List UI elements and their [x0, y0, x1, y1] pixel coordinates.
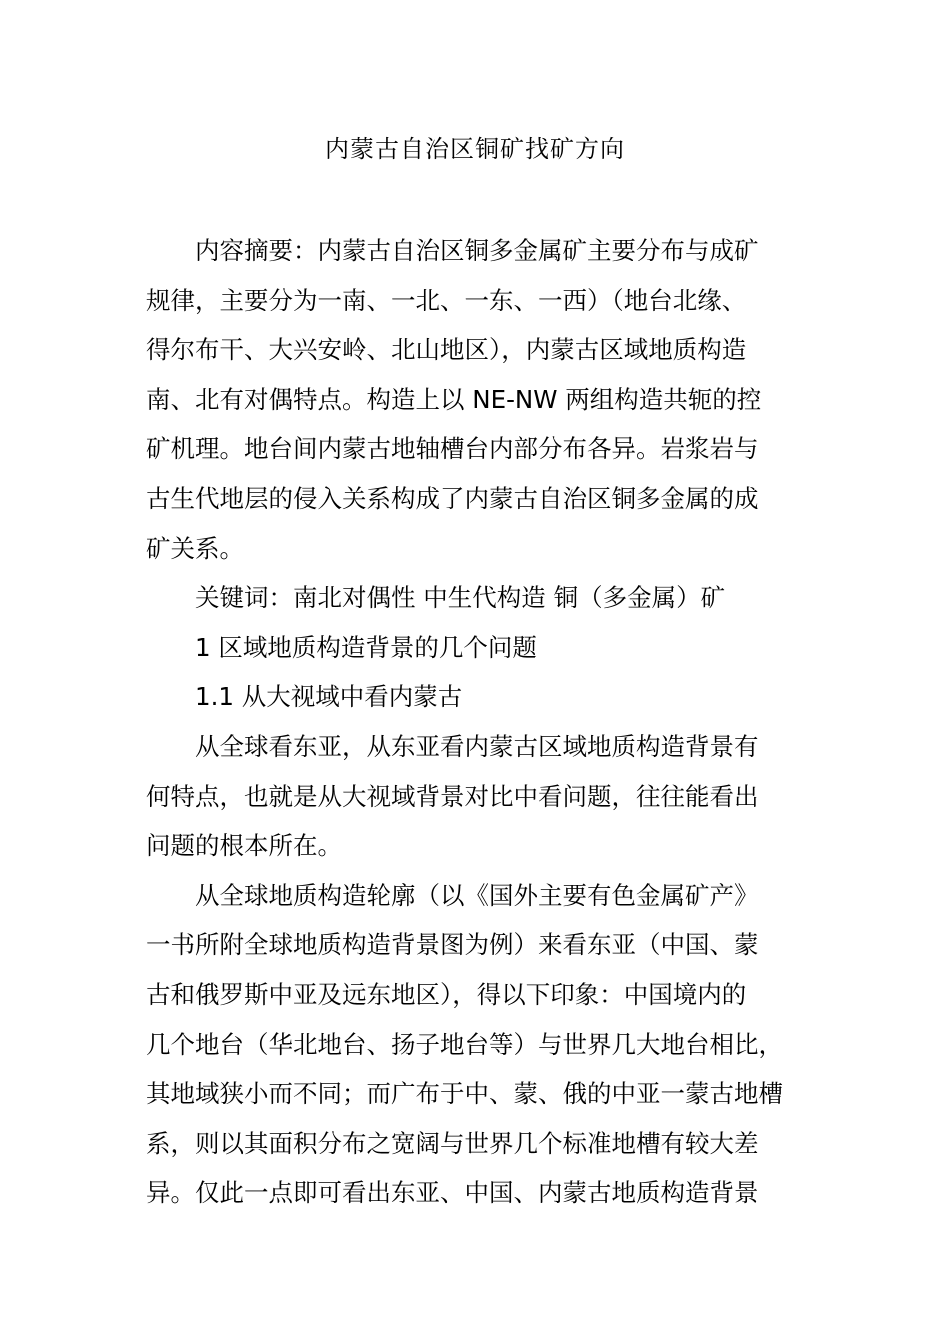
abstract-line-3: 得尔布干、大兴安岭、北山地区），内蒙古区域地质构造	[146, 335, 747, 365]
abstract-line-5: 矿机理。地台间内蒙古地轴槽台内部分布各异。岩浆岩与	[146, 434, 759, 464]
keywords-line: 关键词：南北对偶性 中生代构造 铜（多金属）矿	[146, 583, 726, 613]
abstract-line-7: 矿关系。	[146, 533, 244, 563]
document-title: 内蒙古自治区铜矿找矿方向	[325, 135, 625, 163]
paragraph-2-line-5: 其地域狭小而不同；而广布于中、蒙、俄的中亚一蒙古地槽	[146, 1079, 783, 1109]
section-heading: 1 区域地质构造背景的几个问题	[146, 632, 537, 662]
abstract-line-4: 南、北有对偶特点。构造上以 NE-NW 两组构造共轭的控	[146, 384, 762, 414]
document-body	[146, 226, 816, 1218]
subsection-heading: 1.1 从大视域中看内蒙古	[146, 682, 463, 712]
paragraph-2-line-4: 几个地台（华北地台、扬子地台等）与世界几大地台相比，	[146, 1029, 783, 1059]
paragraph-1-line-2: 何特点，也就是从大视域背景对比中看问题，往往能看出	[146, 781, 759, 811]
paragraph-2-line-2: 一书所附全球地质构造背景图为例）来看东亚（中国、蒙	[146, 930, 759, 960]
abstract-line-2: 规律，主要分为一南、一北、一东、一西）（地台北缘、	[146, 285, 747, 315]
abstract-line-6: 古生代地层的侵入关系构成了内蒙古自治区铜多金属的成	[146, 483, 759, 513]
paragraph-1-line-1: 从全球看东亚，从东亚看内蒙古区域地质构造背景有	[146, 731, 759, 761]
paragraph-2-line-1: 从全球地质构造轮廓（以《国外主要有色金属矿产》	[146, 880, 759, 910]
abstract-line-1: 内容摘要：内蒙古自治区铜多金属矿主要分布与成矿	[146, 236, 759, 265]
paragraph-2-line-7: 异。仅此一点即可看出东亚、中国、内蒙古地质构造背景	[146, 1178, 759, 1208]
paragraph-2-line-3: 古和俄罗斯中亚及远东地区），得以下印象：中国境内的	[146, 979, 747, 1009]
paragraph-2-line-6: 系，则以其面积分布之宽阔与世界几个标准地槽有较大差	[146, 1128, 759, 1158]
paragraph-1-line-3: 问题的根本所在。	[146, 831, 342, 861]
